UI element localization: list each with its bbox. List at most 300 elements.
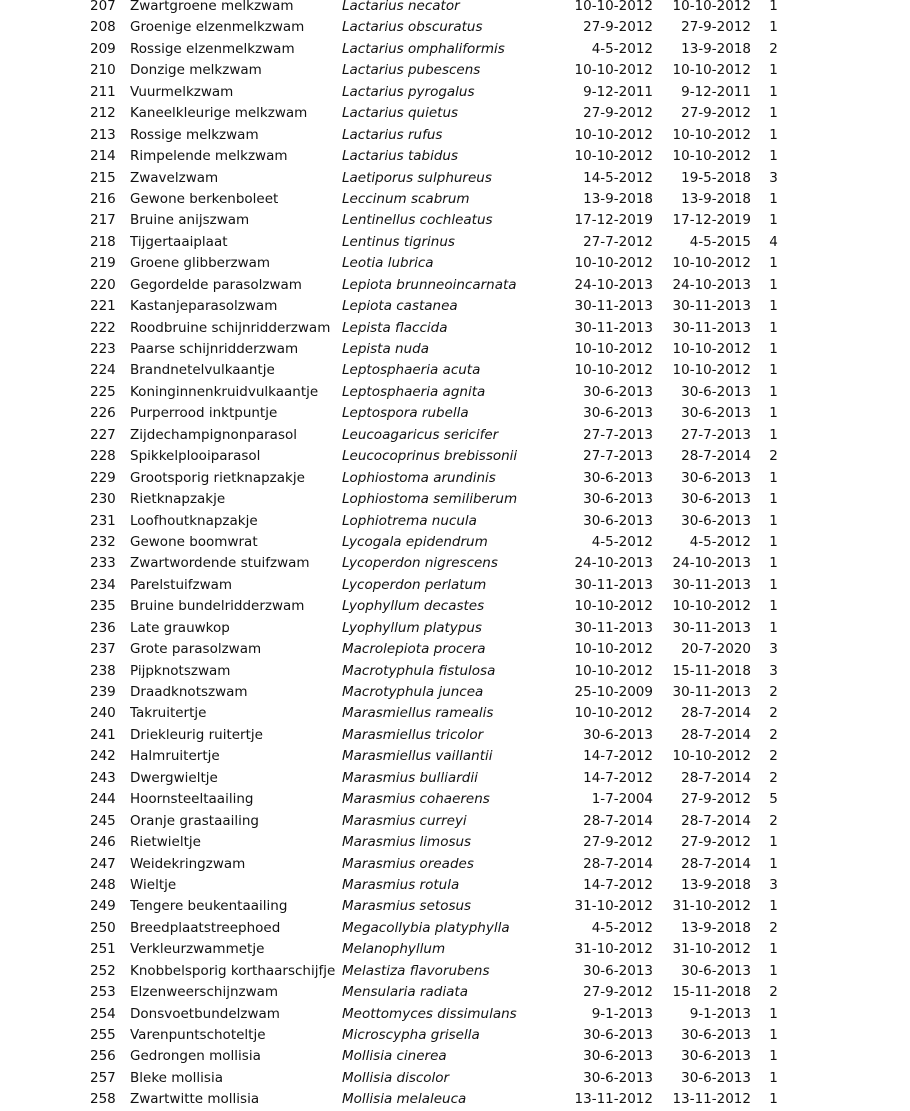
first-observed-date: 30-6-2013: [583, 405, 653, 422]
observation-count: 1: [769, 469, 778, 486]
table-row: [0, 982, 910, 1003]
last-observed-date: 24-10-2013: [672, 276, 751, 293]
last-observed-date: 13-11-2012: [672, 1091, 751, 1108]
margin-cell: [796, 210, 910, 231]
scientific-name: Lycoperdon nigrescens: [342, 555, 498, 572]
last-observed-date: 10-10-2012: [672, 148, 751, 165]
observation-count: 1: [769, 941, 778, 958]
species-number: 234: [90, 576, 116, 593]
last-observed-date: 9-1-2013: [689, 1005, 751, 1022]
dutch-name: Takruitertje: [130, 705, 207, 722]
dutch-name: Wieltje: [130, 876, 177, 893]
species-number: 222: [90, 319, 116, 336]
species-number: 230: [90, 491, 116, 508]
margin-cell: [0, 532, 90, 553]
species-number: 253: [90, 984, 116, 1001]
species-number: 250: [90, 919, 116, 936]
observation-count: 1: [769, 276, 778, 293]
scientific-name: Laetiporus sulphureus: [342, 169, 492, 186]
first-observed-date: 28-7-2014: [583, 855, 653, 872]
dutch-name: Rietwieltje: [130, 834, 201, 851]
table-row: [0, 17, 910, 38]
observation-count: 1: [769, 105, 778, 122]
margin-cell: [0, 339, 90, 360]
observation-count: 2: [769, 984, 778, 1001]
scientific-name: Megacollybia platyphylla: [342, 919, 510, 936]
scientific-name: Marasmius curreyi: [342, 812, 467, 829]
last-observed-date: 28-7-2014: [681, 705, 751, 722]
dutch-name: Grote parasolzwam: [130, 641, 262, 658]
species-number: 208: [90, 19, 116, 36]
last-observed-date: 30-11-2013: [672, 576, 751, 593]
margin-cell: [0, 382, 90, 403]
dutch-name: Bruine bundelridderzwam: [130, 598, 305, 615]
first-observed-date: 10-10-2012: [574, 0, 653, 14]
last-observed-date: 30-6-2013: [681, 383, 751, 400]
first-observed-date: 4-5-2012: [591, 40, 653, 57]
observation-count: 1: [769, 426, 778, 443]
species-number: 249: [90, 898, 116, 915]
table-row: [0, 189, 910, 210]
margin-cell: [796, 618, 910, 639]
margin-cell: [796, 468, 910, 489]
dutch-name: Grootsporig rietknapzakje: [130, 469, 305, 486]
dutch-name: Groene glibberzwam: [130, 255, 271, 272]
observation-count: 1: [769, 126, 778, 143]
scientific-name: Leucocoprinus brebissonii: [342, 448, 518, 465]
scientific-name: Mensularia radiata: [342, 984, 468, 1001]
last-observed-date: 30-6-2013: [681, 469, 751, 486]
table-row: [0, 1004, 910, 1025]
first-observed-date: 1-7-2004: [591, 791, 653, 808]
margin-cell: [0, 1068, 90, 1089]
margin-cell: [0, 939, 90, 960]
observation-count: 1: [769, 319, 778, 336]
margin-cell: [0, 296, 90, 317]
species-number: 215: [90, 169, 116, 186]
observation-count: 1: [769, 491, 778, 508]
first-observed-date: 31-10-2012: [574, 898, 653, 915]
scientific-name: Lophiotrema nucula: [342, 512, 477, 529]
last-observed-date: 28-7-2014: [681, 769, 751, 786]
last-observed-date: 13-9-2018: [681, 919, 751, 936]
last-observed-date: 28-7-2014: [681, 812, 751, 829]
margin-cell: [796, 961, 910, 982]
observation-count: 3: [769, 169, 778, 186]
dutch-name: Vuurmelkzwam: [130, 83, 234, 100]
table-row: [0, 854, 910, 875]
table-row: [0, 0, 910, 17]
last-observed-date: 30-6-2013: [681, 1027, 751, 1043]
margin-cell: [796, 511, 910, 532]
species-number: 233: [90, 555, 116, 572]
dutch-name: Zwartgroene melkzwam: [130, 0, 294, 14]
first-observed-date: 27-9-2012: [583, 984, 653, 1001]
margin-cell: [796, 1004, 910, 1025]
scientific-name: Lepista nuda: [342, 341, 429, 357]
margin-cell: [796, 253, 910, 274]
dutch-name: Donzige melkzwam: [130, 62, 262, 79]
species-number: 256: [90, 1048, 116, 1065]
table-row: [0, 939, 910, 960]
observation-count: 1: [769, 576, 778, 593]
dutch-name: Spikkelplooiparasol: [130, 448, 261, 465]
table-row: [0, 253, 910, 274]
species-number: 207: [90, 0, 116, 14]
species-number: 221: [90, 298, 116, 315]
first-observed-date: 10-10-2012: [574, 705, 653, 722]
observation-count: 1: [769, 148, 778, 165]
observation-count: 2: [769, 812, 778, 829]
first-observed-date: 17-12-2019: [574, 212, 653, 229]
scientific-name: Melanophyllum: [342, 941, 446, 958]
last-observed-date: 13-9-2018: [681, 40, 751, 57]
species-number: 257: [90, 1069, 116, 1086]
dutch-name: Tijgertaaiplaat: [130, 233, 228, 250]
margin-cell: [796, 60, 910, 81]
margin-cell: [0, 446, 90, 467]
observation-count: 2: [769, 919, 778, 936]
first-observed-date: 30-6-2013: [583, 726, 653, 743]
scientific-name: Lentinus tigrinus: [342, 233, 455, 250]
last-observed-date: 10-10-2012: [672, 362, 751, 379]
dutch-name: Zwartwitte mollisia: [130, 1091, 260, 1108]
margin-cell: [796, 168, 910, 189]
scientific-name: Lophiostoma semiliberum: [342, 491, 518, 508]
margin-cell: [796, 275, 910, 296]
species-number: 210: [90, 62, 116, 79]
observation-count: 3: [769, 876, 778, 893]
dutch-name: Late grauwkop: [130, 619, 230, 636]
margin-cell: [796, 82, 910, 103]
species-number: 236: [90, 619, 116, 636]
scientific-name: Mollisia discolor: [342, 1069, 450, 1086]
dutch-name: Dwergwieltje: [130, 769, 218, 786]
margin-cell: [796, 0, 910, 17]
margin-cell: [796, 318, 910, 339]
dutch-name: Pijpknotszwam: [130, 662, 231, 679]
margin-cell: [796, 1025, 910, 1046]
observation-count: 1: [769, 533, 778, 550]
species-number: 229: [90, 469, 116, 486]
table-row: [0, 1046, 910, 1067]
margin-cell: [796, 918, 910, 939]
margin-cell: [0, 0, 90, 17]
table-row: [0, 168, 910, 189]
margin-cell: [0, 253, 90, 274]
species-number: 238: [90, 662, 116, 679]
table-row: [0, 875, 910, 896]
margin-cell: [0, 318, 90, 339]
margin-cell: [0, 232, 90, 253]
scientific-name: Leptospora rubella: [342, 405, 469, 422]
table-row: [0, 403, 910, 424]
dutch-name: Roodbruine schijnridderzwam: [130, 319, 331, 336]
species-number: 213: [90, 126, 116, 143]
observation-count: 1: [769, 298, 778, 315]
first-observed-date: 30-6-2013: [583, 383, 653, 400]
table-row: [0, 661, 910, 682]
scientific-name: Lactarius obscuratus: [342, 19, 483, 36]
dutch-name: Weidekringzwam: [130, 855, 246, 872]
first-observed-date: 30-6-2013: [583, 469, 653, 486]
scientific-name: Lyophyllum decastes: [342, 598, 485, 615]
scientific-name: Lactarius necator: [342, 0, 460, 14]
species-number: 225: [90, 383, 116, 400]
first-observed-date: 27-7-2013: [583, 426, 653, 443]
last-observed-date: 4-5-2012: [689, 533, 751, 550]
species-number: 244: [90, 791, 116, 808]
margin-cell: [796, 789, 910, 810]
table-row: [0, 618, 910, 639]
first-observed-date: 4-5-2012: [591, 919, 653, 936]
margin-cell: [796, 896, 910, 917]
species-number: 240: [90, 705, 116, 722]
last-observed-date: 27-9-2012: [681, 834, 751, 851]
margin-cell: [0, 982, 90, 1003]
last-observed-date: 30-6-2013: [681, 1069, 751, 1086]
scientific-name: Leucoagaricus sericifer: [342, 426, 499, 443]
margin-cell: [0, 511, 90, 532]
dutch-name: Zijdechampignonparasol: [130, 426, 297, 443]
first-observed-date: 4-5-2012: [591, 533, 653, 550]
scientific-name: Lepiota castanea: [342, 298, 458, 315]
last-observed-date: 30-6-2013: [681, 405, 751, 422]
dutch-name: Gedrongen mollisia: [130, 1048, 261, 1065]
species-number: 241: [90, 726, 116, 743]
dutch-name: Bruine anijszwam: [130, 212, 250, 229]
last-observed-date: 28-7-2014: [681, 448, 751, 465]
observation-count: 1: [769, 341, 778, 357]
margin-cell: [796, 725, 910, 746]
first-observed-date: 13-11-2012: [574, 1091, 653, 1108]
margin-cell: [796, 296, 910, 317]
dutch-name: Gegordelde parasolzwam: [130, 276, 302, 293]
dutch-name: Rossige melkzwam: [130, 126, 259, 143]
margin-cell: [0, 403, 90, 424]
observation-count: 1: [769, 962, 778, 979]
observation-count: 1: [769, 619, 778, 636]
scientific-name: Marasmiellus tricolor: [342, 726, 484, 743]
margin-cell: [796, 768, 910, 789]
dutch-name: Halmruitertje: [130, 748, 220, 765]
scientific-name: Macrotyphula juncea: [342, 684, 484, 700]
last-observed-date: 10-10-2012: [672, 598, 751, 615]
observation-count: 1: [769, 1069, 778, 1086]
margin-cell: [0, 746, 90, 767]
margin-cell: [0, 60, 90, 81]
margin-cell: [0, 811, 90, 832]
table-row: [0, 682, 910, 703]
margin-cell: [796, 811, 910, 832]
last-observed-date: 20-7-2020: [681, 641, 751, 658]
last-observed-date: 10-10-2012: [672, 62, 751, 79]
first-observed-date: 14-7-2012: [583, 748, 653, 765]
margin-cell: [796, 17, 910, 38]
last-observed-date: 28-7-2014: [681, 726, 751, 743]
first-observed-date: 30-11-2013: [574, 576, 653, 593]
first-observed-date: 10-10-2012: [574, 126, 653, 143]
first-observed-date: 10-10-2012: [574, 598, 653, 615]
margin-cell: [0, 425, 90, 446]
scientific-name: Lepista flaccida: [342, 319, 448, 336]
last-observed-date: 13-9-2018: [681, 190, 751, 207]
table-row: [0, 703, 910, 724]
observation-count: 1: [769, 190, 778, 207]
scientific-name: Macrotyphula fistulosa: [342, 662, 496, 679]
observation-count: 1: [769, 212, 778, 229]
observation-count: 1: [769, 255, 778, 272]
margin-cell: [0, 596, 90, 617]
dutch-name: Elzenweerschijnzwam: [130, 984, 279, 1001]
table-row: [0, 961, 910, 982]
margin-cell: [796, 446, 910, 467]
species-number: 216: [90, 190, 116, 207]
table-row: [0, 318, 910, 339]
species-number: 252: [90, 962, 116, 979]
species-number: 251: [90, 941, 116, 958]
table-row: [0, 511, 910, 532]
margin-cell: [796, 360, 910, 381]
observation-count: 1: [769, 0, 778, 14]
last-observed-date: 27-7-2013: [681, 426, 751, 443]
dutch-name: Brandnetelvulkaantje: [130, 362, 275, 379]
margin-cell: [796, 703, 910, 724]
margin-cell: [796, 1046, 910, 1067]
observation-count: 2: [769, 40, 778, 57]
last-observed-date: 30-6-2013: [681, 512, 751, 529]
species-number: 246: [90, 834, 116, 851]
species-number: 258: [90, 1091, 116, 1108]
scientific-name: Leptosphaeria acuta: [342, 362, 481, 379]
scientific-name: Lactarius omphaliformis: [342, 40, 505, 57]
dutch-name: Donsvoetbundelzwam: [130, 1005, 280, 1022]
first-observed-date: 24-10-2013: [574, 276, 653, 293]
species-number: 214: [90, 148, 116, 165]
scientific-name: Mollisia melaleuca: [342, 1091, 467, 1108]
table-row: [0, 468, 910, 489]
first-observed-date: 30-6-2013: [583, 512, 653, 529]
dutch-name: Rimpelende melkzwam: [130, 148, 288, 165]
margin-cell: [796, 425, 910, 446]
table-row: [0, 1068, 910, 1089]
species-number: 209: [90, 40, 116, 57]
scientific-name: Macrolepiota procera: [342, 641, 486, 658]
last-observed-date: 10-10-2012: [672, 341, 751, 357]
dutch-name: Groenige elzenmelkzwam: [130, 19, 305, 36]
margin-cell: [0, 789, 90, 810]
table-row: [0, 146, 910, 167]
scientific-name: Lycogala epidendrum: [342, 533, 488, 550]
first-observed-date: 10-10-2012: [574, 641, 653, 658]
species-number: 231: [90, 512, 116, 529]
first-observed-date: 30-6-2013: [583, 1069, 653, 1086]
first-observed-date: 27-7-2013: [583, 448, 653, 465]
margin-cell: [0, 103, 90, 124]
margin-cell: [796, 854, 910, 875]
last-observed-date: 10-10-2012: [672, 126, 751, 143]
table-row: [0, 210, 910, 231]
table-row: [0, 60, 910, 81]
margin-cell: [0, 1046, 90, 1067]
margin-cell: [796, 682, 910, 703]
margin-cell: [796, 489, 910, 510]
table-row: [0, 446, 910, 467]
table-row: [0, 746, 910, 767]
margin-cell: [796, 189, 910, 210]
first-observed-date: 30-6-2013: [583, 491, 653, 508]
last-observed-date: 27-9-2012: [681, 791, 751, 808]
observation-count: 1: [769, 834, 778, 851]
scientific-name: Marasmius bulliardii: [342, 769, 478, 786]
scientific-name: Marasmiellus vaillantii: [342, 748, 493, 765]
first-observed-date: 14-7-2012: [583, 876, 653, 893]
table-row: [0, 82, 910, 103]
first-observed-date: 10-10-2012: [574, 341, 653, 357]
observation-count: 3: [769, 641, 778, 658]
first-observed-date: 25-10-2009: [574, 684, 653, 700]
table-row: [0, 125, 910, 146]
species-number: 247: [90, 855, 116, 872]
first-observed-date: 30-11-2013: [574, 319, 653, 336]
dutch-name: Oranje grastaailing: [130, 812, 259, 829]
last-observed-date: 31-10-2012: [672, 898, 751, 915]
table-row: [0, 296, 910, 317]
table-row: [0, 918, 910, 939]
observation-count: 2: [769, 448, 778, 465]
margin-cell: [796, 403, 910, 424]
dutch-name: Varenpuntschoteltje: [130, 1027, 266, 1043]
margin-cell: [796, 875, 910, 896]
margin-cell: [0, 618, 90, 639]
species-number: 245: [90, 812, 116, 829]
species-number: 237: [90, 641, 116, 658]
margin-cell: [796, 1089, 910, 1110]
scientific-name: Marasmius setosus: [342, 898, 472, 915]
dutch-name: Tengere beukentaailing: [130, 898, 288, 915]
margin-cell: [0, 189, 90, 210]
observation-count: 1: [769, 555, 778, 572]
first-observed-date: 10-10-2012: [574, 662, 653, 679]
species-number: 217: [90, 212, 116, 229]
first-observed-date: 14-5-2012: [583, 169, 653, 186]
observation-count: 1: [769, 83, 778, 100]
last-observed-date: 17-12-2019: [672, 212, 751, 229]
dutch-name: Rossige elzenmelkzwam: [130, 40, 295, 57]
scientific-name: Microscypha grisella: [342, 1027, 480, 1043]
margin-cell: [796, 146, 910, 167]
table-row: [0, 596, 910, 617]
first-observed-date: 10-10-2012: [574, 362, 653, 379]
first-observed-date: 30-6-2013: [583, 962, 653, 979]
margin-cell: [796, 1068, 910, 1089]
species-number: 242: [90, 748, 116, 765]
observation-count: 1: [769, 1048, 778, 1065]
margin-cell: [0, 39, 90, 60]
species-number: 212: [90, 105, 116, 122]
dutch-name: Zwartwordende stuifzwam: [130, 555, 310, 572]
table-row: [0, 489, 910, 510]
margin-cell: [0, 768, 90, 789]
last-observed-date: 30-11-2013: [672, 298, 751, 315]
scientific-name: Lactarius pyrogalus: [342, 83, 475, 100]
table-row: [0, 532, 910, 553]
margin-cell: [796, 232, 910, 253]
last-observed-date: 31-10-2012: [672, 941, 751, 958]
last-observed-date: 30-11-2013: [672, 319, 751, 336]
dutch-name: Kastanjeparasolzwam: [130, 298, 278, 315]
last-observed-date: 15-11-2018: [672, 984, 751, 1001]
